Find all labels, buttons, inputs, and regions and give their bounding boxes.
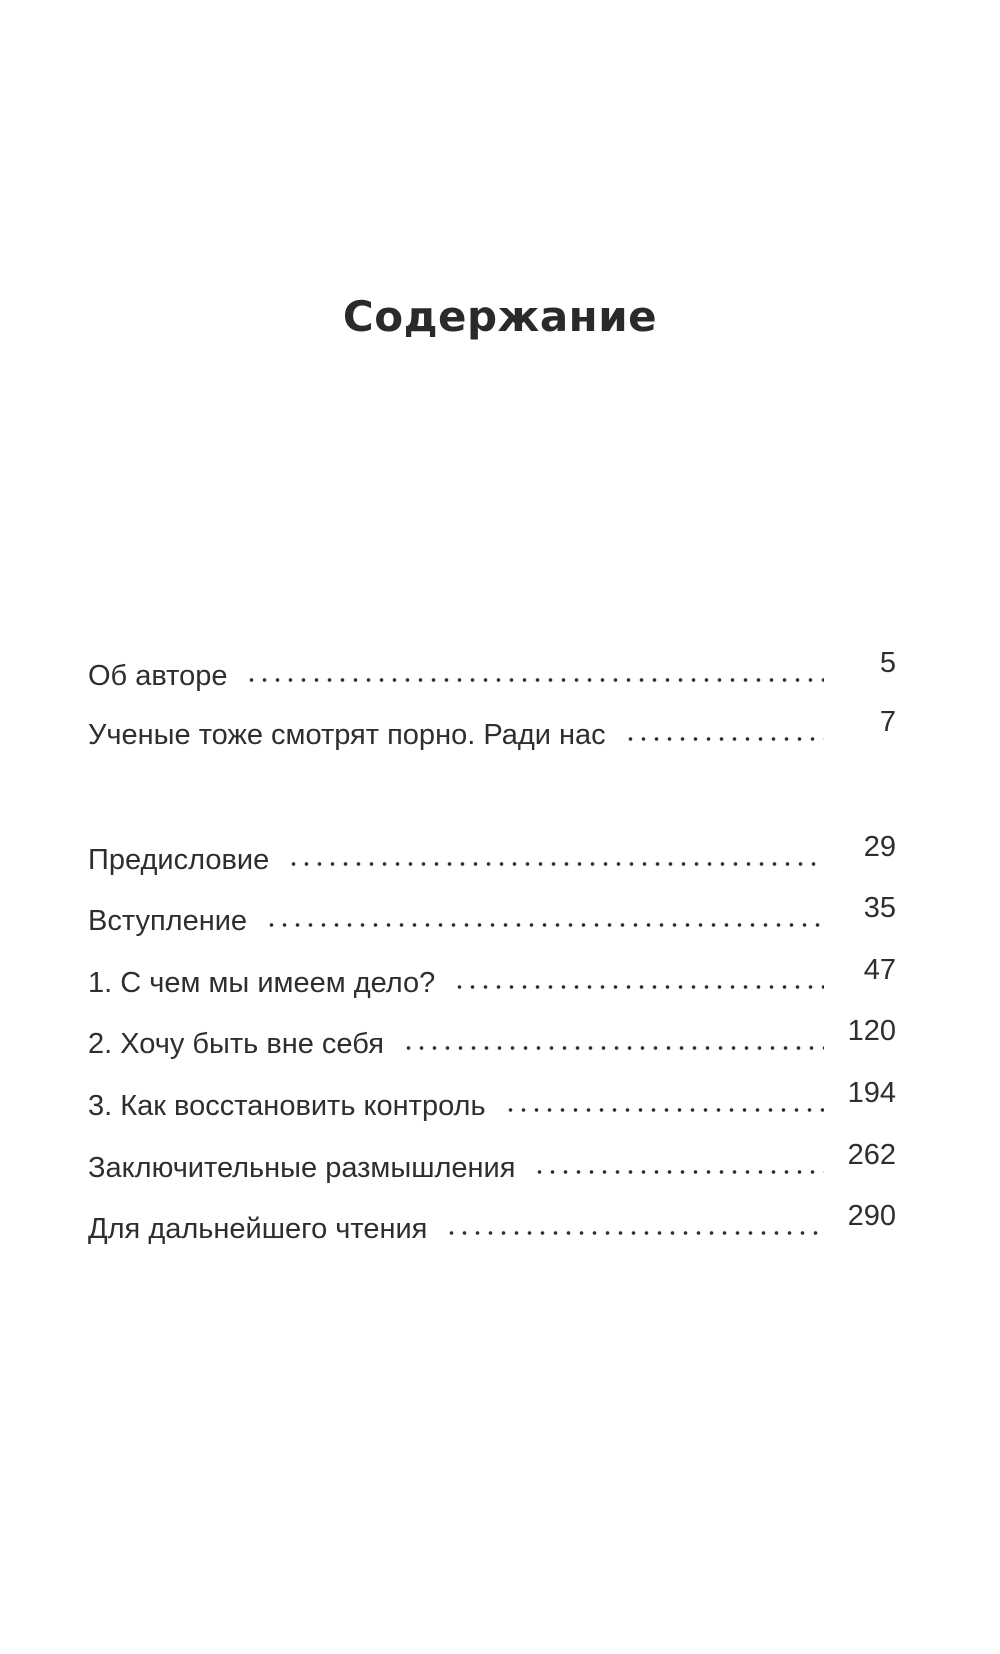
toc-entry-page: 35 [863,892,896,924]
toc-entry [88,1139,896,1185]
dot-leader [265,920,824,930]
toc-entry-page: 290 [847,1200,896,1232]
toc-entry [88,831,896,877]
dot-leader [453,982,824,992]
toc-entry [88,1200,896,1246]
page-title: Содержание [342,292,658,341]
toc-entry-page: 47 [863,954,896,986]
toc-entry-page: 120 [847,1015,896,1047]
toc-entry-page: 194 [847,1077,896,1109]
toc-entry-page: 5 [879,647,896,679]
toc-entry-page: 7 [879,706,896,738]
toc-entry-title: Вступление [88,905,248,937]
dot-leader [402,1043,824,1053]
toc-entry-title: 1. С чем мы имеем дело? [88,967,436,999]
toc-entry-title: Для дальнейшего чтения [88,1213,428,1245]
toc-entry-page: 262 [847,1139,896,1171]
toc-entry-title: 3. Как восстановить контроль [88,1090,486,1122]
toc-entry [88,706,896,752]
dot-leader [445,1228,824,1238]
dot-leader [504,1105,824,1115]
toc-entry [88,892,896,938]
dot-leader [624,734,824,744]
toc-entry-title: Об авторе [88,660,228,692]
dot-leader [245,675,824,685]
toc-entry-title: 2. Хочу быть вне себя [88,1028,384,1060]
toc-entry [88,647,896,693]
toc-entry-title: Предисловие [88,844,270,876]
dot-leader [533,1167,824,1177]
toc-entry [88,954,896,1000]
toc-entry-title: Заключительные размышления [88,1152,516,1184]
toc-entry-page: 29 [863,831,896,863]
toc-entry [88,1077,896,1123]
dot-leader [287,859,824,869]
toc-entry-title: Ученые тоже смотрят порно. Ради нас [88,719,606,751]
toc-entry [88,1015,896,1061]
